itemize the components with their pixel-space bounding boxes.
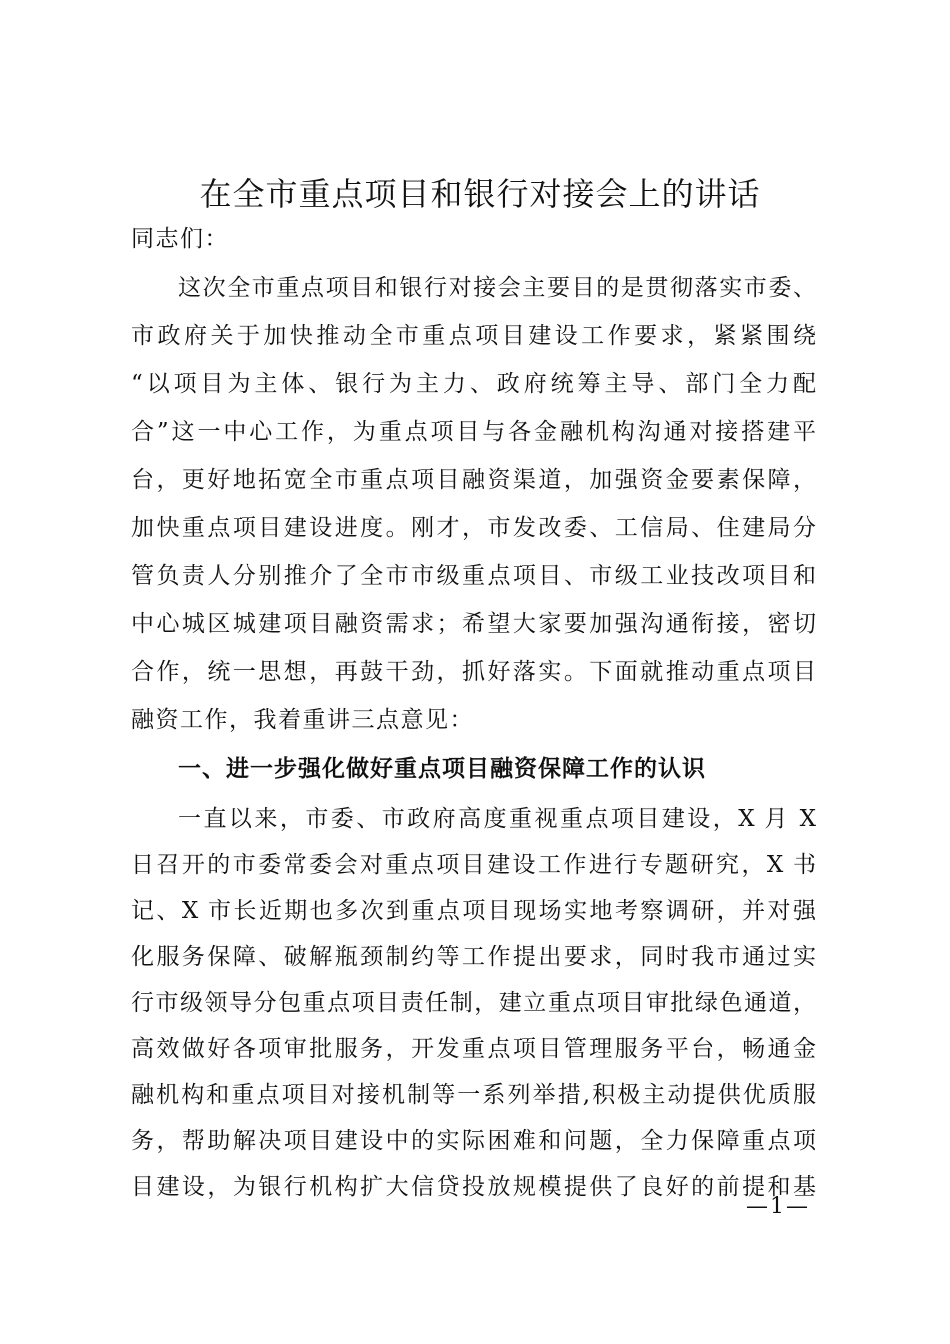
paragraph-line: “以项目为主体、银行为主力、政府统筹主导、部门全力配 (131, 371, 816, 397)
paragraph-line: 合作，统一思想，再鼓干劲，抓好落实。下面就推动重点项目 (131, 659, 816, 685)
paragraph-line: 化服务保障、破解瓶颈制约等工作提出要求，同时我市通过实 (131, 944, 816, 970)
paragraph-line: 融机构和重点项目对接机制等一系列举措,积极主动提供优质服 (131, 1082, 816, 1108)
paragraph-line: 一直以来，市委、市政府高度重视重点项目建设，X 月 X (178, 806, 816, 832)
paragraph-line: 日召开的市委常委会对重点项目建设工作进行专题研究，X 书 (131, 852, 816, 878)
paragraph-line: 融资工作，我着重讲三点意见： (131, 707, 474, 733)
paragraph-line: 市政府关于加快推动全市重点项目建设工作要求，紧紧围绕 (131, 323, 816, 349)
paragraph-line: 目建设，为银行机构扩大信贷投放规模提供了良好的前提和基 (131, 1174, 816, 1200)
paragraph-line: 这次全市重点项目和银行对接会主要目的是贯彻落实市委、 (178, 275, 816, 301)
paragraph-line: 加快重点项目建设进度。刚才，市发改委、工信局、住建局分 (131, 515, 816, 541)
page-number: —1— (746, 1194, 810, 1219)
paragraph-line: 高效做好各项审批服务，开发重点项目管理服务平台，畅通金 (131, 1036, 816, 1062)
paragraph-line: 管负责人分别推介了全市市级重点项目、市级工业技改项目和 (131, 563, 816, 589)
paragraph-line: 合”这一中心工作，为重点项目与各金融机构沟通对接搭建平 (131, 419, 816, 445)
paragraph-line: 务，帮助解决项目建设中的实际困难和问题，全力保障重点项 (131, 1128, 816, 1154)
salutation: 同志们： (131, 226, 229, 252)
paragraph-line: 台，更好地拓宽全市重点项目融资渠道，加强资金要素保障， (131, 467, 816, 493)
section-heading: 一、进一步强化做好重点项目融资保障工作的认识 (178, 756, 706, 782)
paragraph-line: 中心城区城建项目融资需求；希望大家要加强沟通衔接，密切 (131, 611, 816, 637)
paragraph-line: 行市级领导分包重点项目责任制，建立重点项目审批绿色通道， (131, 990, 816, 1016)
paragraph-line: 记、X 市长近期也多次到重点项目现场实地考察调研，并对强 (131, 898, 816, 924)
document-title: 在全市重点项目和银行对接会上的讲话 (199, 175, 761, 213)
